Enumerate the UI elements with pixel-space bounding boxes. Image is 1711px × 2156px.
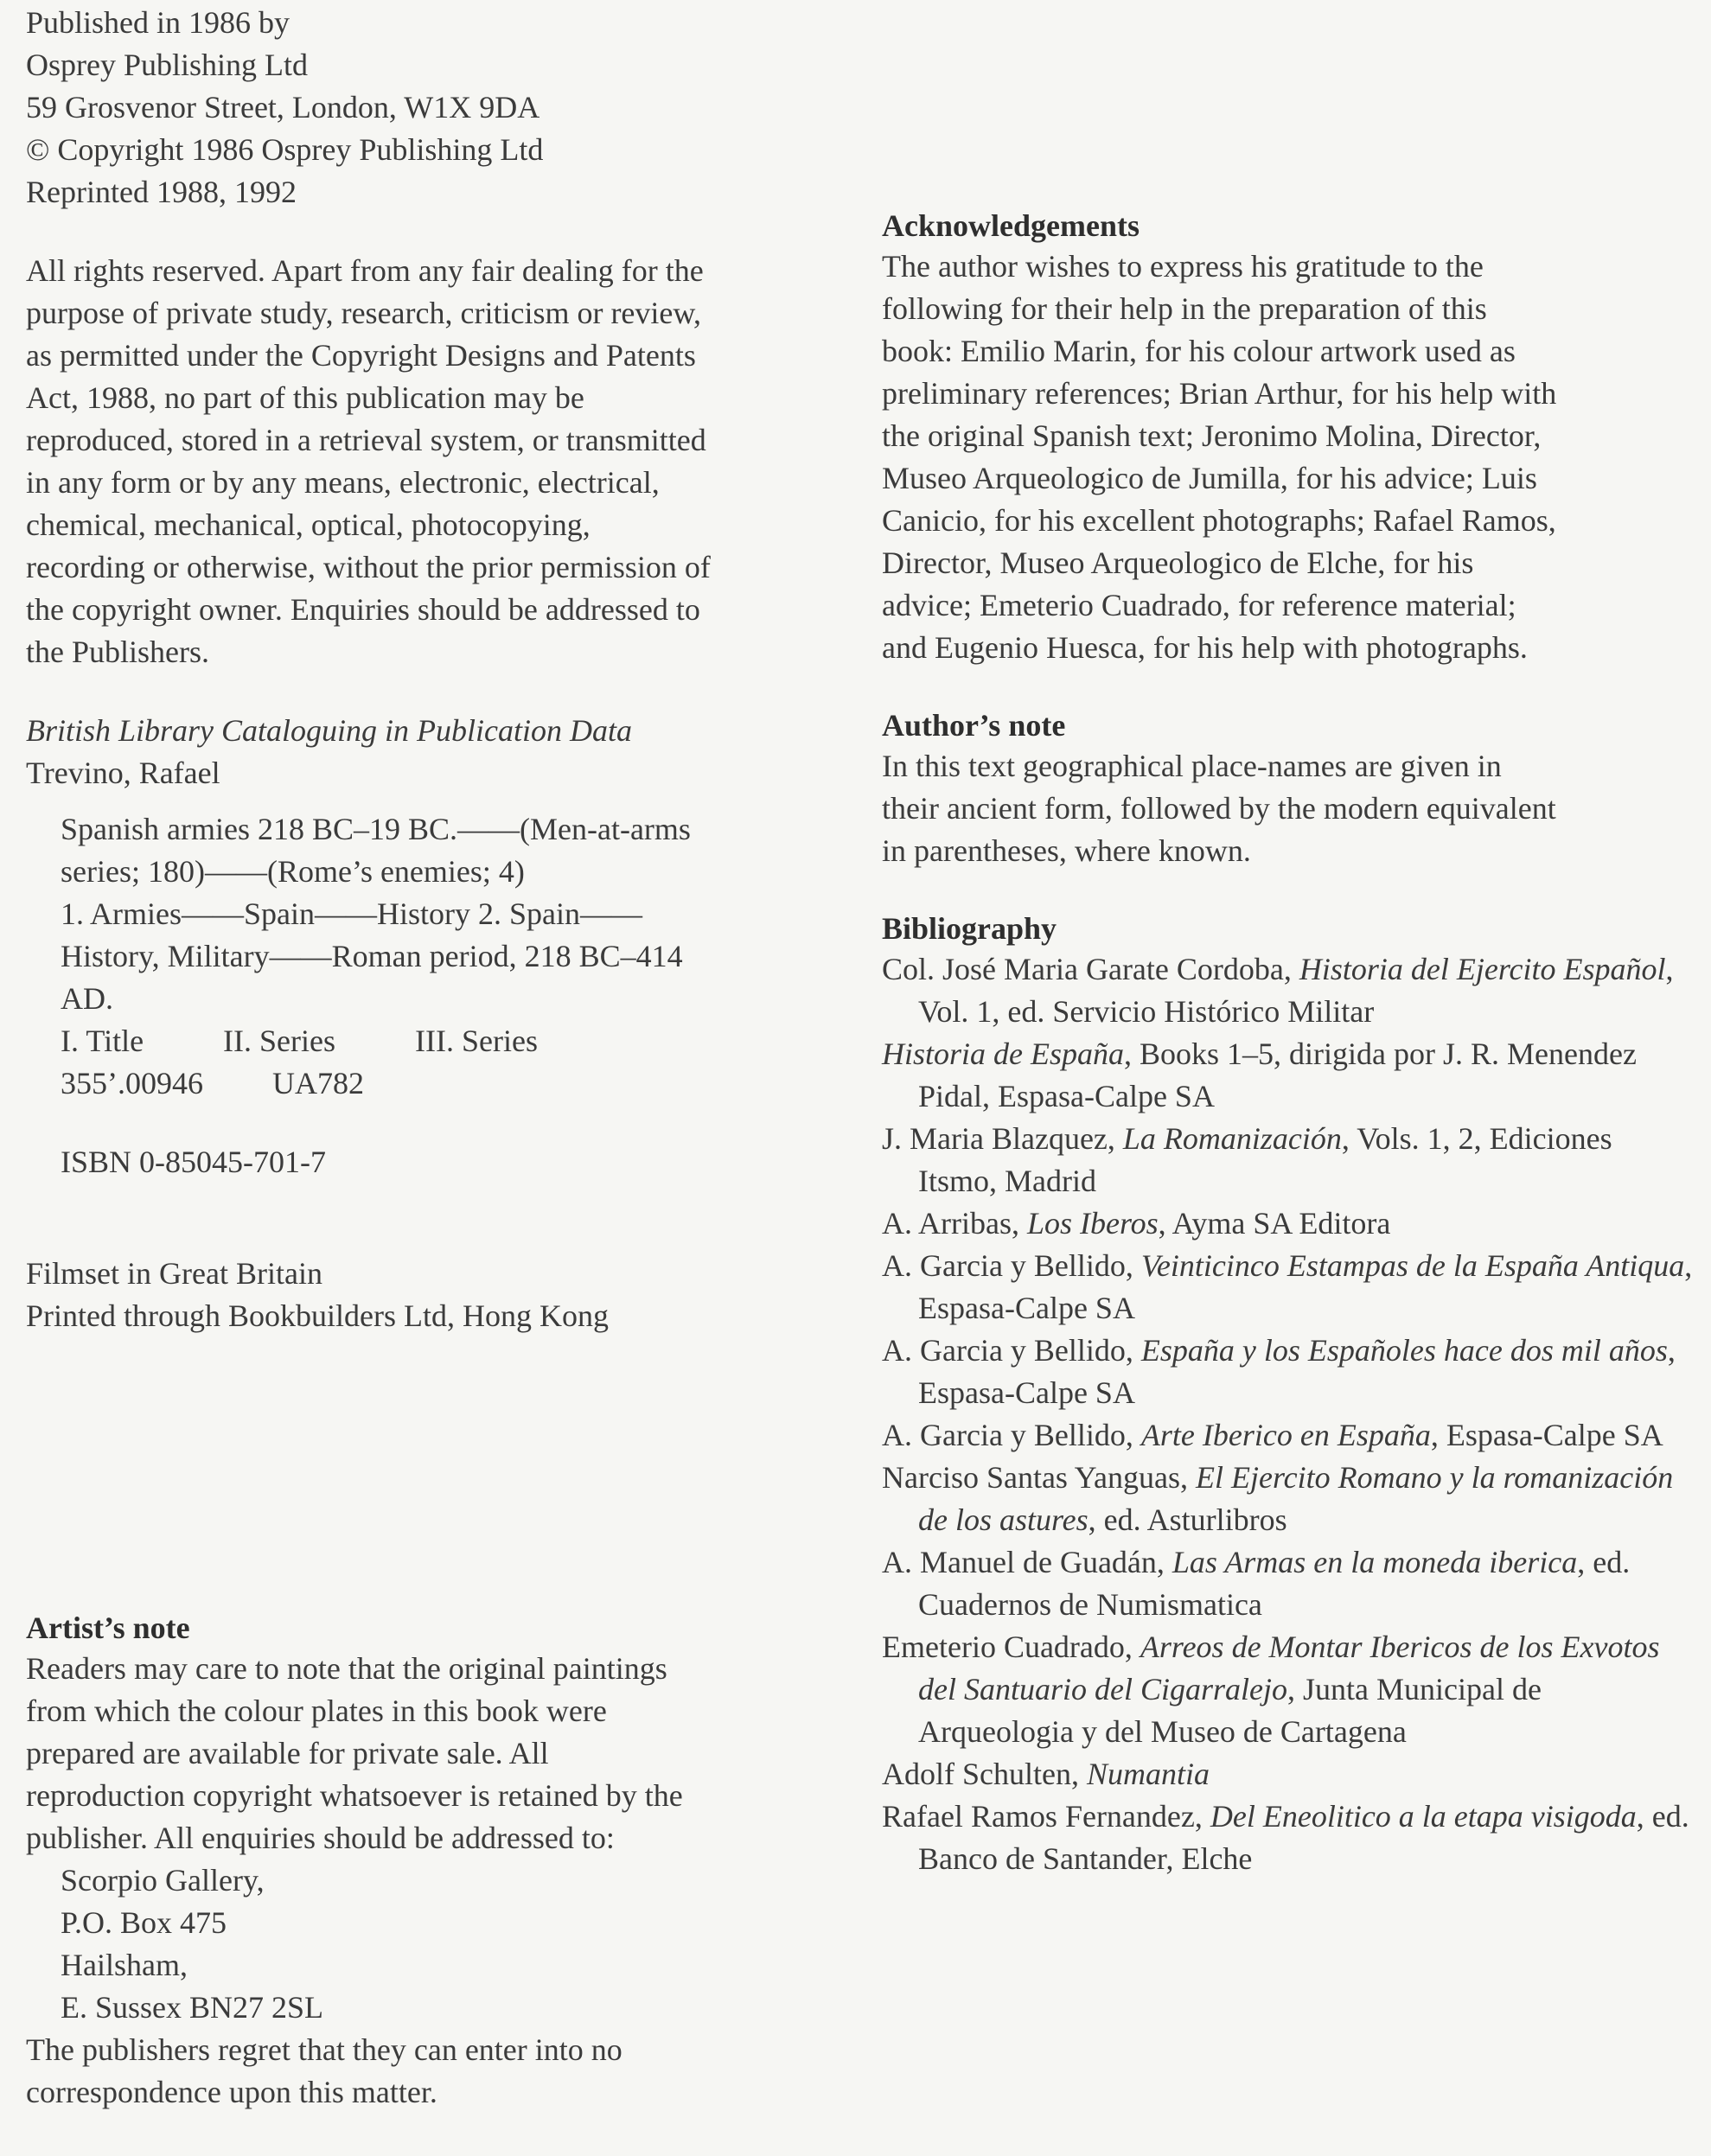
bibliography-publication: , Junta Municipal de Arqueologia y del Museo de Cartagena bbox=[918, 1672, 1542, 1749]
bibliography-title: Arreos de Montar Ibericos de los Exvotos del Santuario del Cigarralejo bbox=[918, 1630, 1660, 1706]
acknowledgements-line: following for their help in the preparation of this bbox=[882, 291, 1487, 326]
acknowledgements bbox=[882, 206, 1695, 669]
bibliography-author: Adolf Schulten, bbox=[882, 1757, 1087, 1791]
bibliography-title: La Romanización bbox=[1122, 1121, 1342, 1156]
acknowledgements-line: the original Spanish text; Jeronimo Molina, Director, bbox=[882, 418, 1542, 453]
imprint-block bbox=[26, 2, 847, 214]
bibliography-title: Arte Iberico en España bbox=[1140, 1418, 1431, 1452]
authors-note-line: in parentheses, where known. bbox=[882, 833, 1251, 868]
acknowledgements-heading: Acknowledgements bbox=[882, 208, 1140, 243]
isbn: ISBN 0-85045-701-7 bbox=[61, 1145, 326, 1179]
acknowledgements-line: book: Emilio Marin, for his colour artwork used as bbox=[882, 334, 1516, 368]
imprint-line: Osprey Publishing Ltd bbox=[26, 48, 309, 82]
bibliography-entry bbox=[882, 1541, 1695, 1626]
artists-note-body bbox=[26, 1648, 847, 2114]
authors-note bbox=[882, 705, 1695, 872]
cip-line: 1. Armies——Spain——History 2. Spain—— bbox=[61, 896, 642, 931]
acknowledgements-line: The author wishes to express his gratitude to the bbox=[882, 249, 1484, 284]
bibliography-title: El Ejercito Romano y la romanización de los astures bbox=[918, 1460, 1674, 1537]
right-column bbox=[882, 0, 1695, 1880]
artists-note-line: from which the colour plates in this book were bbox=[26, 1694, 607, 1728]
authors-note-body bbox=[882, 745, 1695, 872]
bibliography-author: Emeterio Cuadrado, bbox=[882, 1630, 1140, 1664]
left-column bbox=[26, 0, 847, 2109]
printing-line: Filmset in Great Britain bbox=[26, 1256, 322, 1291]
bibliography-heading: Bibliography bbox=[882, 911, 1057, 946]
bibliography-publication: , Espasa-Calpe SA bbox=[918, 1248, 1693, 1325]
bibliography-title: Veinticinco Estampas de la España Antiqua bbox=[1140, 1248, 1685, 1283]
bibliography-entry bbox=[882, 1753, 1695, 1796]
bibliography-publication: , Espasa-Calpe SA bbox=[1430, 1418, 1663, 1452]
cip-line: AD. bbox=[61, 981, 113, 1016]
bibliography-author: Rafael Ramos Fernandez, bbox=[882, 1799, 1210, 1834]
bibliography-author: A. Arribas, bbox=[882, 1206, 1027, 1241]
rights-line: the Publishers. bbox=[26, 635, 209, 669]
cip-class-number: UA782 bbox=[272, 1066, 364, 1100]
cip-line: History, Military——Roman period, 218 BC–414 bbox=[61, 939, 683, 973]
bibliography-publication: , Vols. 1, 2, Ediciones Itsmo, Madrid bbox=[918, 1121, 1612, 1198]
cip-author: Trevino, Rafael bbox=[26, 756, 220, 790]
bibliography-author: Col. José Maria Garate Cordoba, bbox=[882, 952, 1299, 986]
printing-line: Printed through Bookbuilders Ltd, Hong Kong bbox=[26, 1298, 609, 1333]
rights-line: Act, 1988, no part of this publication may be bbox=[26, 380, 584, 415]
cip-line: series; 180)——(Rome’s enemies; 4) bbox=[61, 854, 525, 889]
bibliography-entry bbox=[882, 1626, 1695, 1753]
artists-note bbox=[26, 1608, 847, 2114]
cip-details bbox=[26, 808, 847, 1183]
artists-note-line: publisher. All enquiries should be addressed to: bbox=[26, 1821, 615, 1855]
cip-class-number: 355’.00946 bbox=[61, 1066, 203, 1100]
imprint-line: Published in 1986 by bbox=[26, 5, 290, 40]
bibliography-title: Los Iberos bbox=[1026, 1206, 1159, 1241]
cip-class: I. Title bbox=[61, 1024, 144, 1058]
bibliography-entry bbox=[882, 1796, 1695, 1880]
authors-note-line: their ancient form, followed by the modern equivalent bbox=[882, 791, 1556, 826]
bibliography-title: Del Eneolitico a la etapa visigoda bbox=[1210, 1799, 1637, 1834]
acknowledgements-line: advice; Emeterio Cuadrado, for reference material; bbox=[882, 588, 1516, 622]
artists-note-line: reproduction copyright whatsoever is retained by the bbox=[26, 1778, 683, 1813]
bibliography-entry bbox=[882, 1330, 1695, 1414]
rights-line: All rights reserved. Apart from any fair dealing for the bbox=[26, 253, 704, 288]
bibliography-entry bbox=[882, 1033, 1695, 1118]
bibliography-entry bbox=[882, 948, 1695, 1033]
printing-block bbox=[26, 1253, 847, 1337]
bibliography-title: España y los Españoles hace dos mil años bbox=[1140, 1333, 1668, 1368]
cip-data-block bbox=[26, 710, 847, 1183]
bibliography-title: Historia del Ejercito Español bbox=[1299, 952, 1666, 986]
bibliography-entry bbox=[882, 1118, 1695, 1202]
bibliography-entry bbox=[882, 1202, 1695, 1245]
acknowledgements-line: Canicio, for his excellent photographs; Rafael Ramos, bbox=[882, 503, 1556, 538]
bibliography-author: A. Manuel de Guadán, bbox=[882, 1545, 1172, 1579]
imprint-line: © Copyright 1986 Osprey Publishing Ltd bbox=[26, 132, 544, 167]
artists-note-closing: correspondence upon this matter. bbox=[26, 2075, 437, 2109]
address-line: E. Sussex BN27 2SL bbox=[61, 1990, 324, 2025]
artists-note-line: Readers may care to note that the original paintings bbox=[26, 1651, 667, 1686]
bibliography-entry bbox=[882, 1457, 1695, 1541]
rights-line: in any form or by any means, electronic, electrical, bbox=[26, 465, 660, 500]
bibliography-title: Numantia bbox=[1086, 1757, 1210, 1791]
bibliography-publication: , ed. Asturlibros bbox=[1088, 1502, 1287, 1537]
rights-line: the copyright owner. Enquiries should be addressed to bbox=[26, 592, 700, 627]
bibliography-author: A. Garcia y Bellido, bbox=[882, 1333, 1141, 1368]
cip-heading: British Library Cataloguing in Publication Data bbox=[26, 713, 633, 748]
bibliography bbox=[882, 909, 1695, 1880]
cip-classes bbox=[61, 1020, 847, 1062]
acknowledgements-line: preliminary references; Brian Arthur, for his help with bbox=[882, 376, 1557, 411]
rights-line: purpose of private study, research, criticism or review, bbox=[26, 296, 702, 330]
authors-note-line: In this text geographical place-names are given in bbox=[882, 749, 1502, 783]
address-line: P.O. Box 475 bbox=[61, 1905, 227, 1940]
authors-note-heading: Author’s note bbox=[882, 708, 1066, 743]
rights-paragraph bbox=[26, 250, 847, 673]
address-line: Hailsham, bbox=[61, 1948, 188, 1982]
bibliography-publication: , ed. Cuadernos de Numismatica bbox=[918, 1545, 1631, 1622]
imprint-line: 59 Grosvenor Street, London, W1X 9DA bbox=[26, 90, 540, 124]
rights-line: chemical, mechanical, optical, photocopying, bbox=[26, 507, 591, 542]
bibliography-publication: , Espasa-Calpe SA bbox=[918, 1333, 1676, 1410]
cip-class: III. Series bbox=[415, 1024, 538, 1058]
imprint-line: Reprinted 1988, 1992 bbox=[26, 175, 297, 209]
bibliography-author: Narciso Santas Yanguas, bbox=[882, 1460, 1196, 1495]
rights-line: recording or otherwise, without the prior permission of bbox=[26, 550, 711, 584]
acknowledgements-line: Museo Arqueologico de Jumilla, for his advice; Luis bbox=[882, 461, 1537, 495]
acknowledgements-line: Director, Museo Arqueologico de Elche, for his bbox=[882, 545, 1474, 580]
bibliography-publication: , Ayma SA Editora bbox=[1158, 1206, 1391, 1241]
bibliography-author: J. Maria Blazquez, bbox=[882, 1121, 1123, 1156]
cip-class-numbers bbox=[61, 1062, 847, 1105]
artists-note-closing: The publishers regret that they can enter into no bbox=[26, 2032, 622, 2067]
cip-class: II. Series bbox=[223, 1024, 336, 1058]
artists-note-line: prepared are available for private sale. All bbox=[26, 1736, 549, 1770]
bibliography-publication: , Vol. 1, ed. Servicio Histórico Militar bbox=[918, 952, 1674, 1029]
bibliography-entry bbox=[882, 1245, 1695, 1330]
bibliography-title: Historia de España bbox=[882, 1037, 1125, 1071]
bibliography-entry bbox=[882, 1414, 1695, 1457]
bibliography-author: A. Garcia y Bellido, bbox=[882, 1248, 1141, 1283]
bibliography-list bbox=[882, 948, 1695, 1880]
bibliography-author: A. Garcia y Bellido, bbox=[882, 1418, 1141, 1452]
bibliography-publication: , ed. Banco de Santander, Elche bbox=[918, 1799, 1689, 1876]
rights-line: reproduced, stored in a retrieval system, or transmitted bbox=[26, 423, 706, 457]
address-line: Scorpio Gallery, bbox=[61, 1863, 265, 1898]
bibliography-title: Las Armas en la moneda iberica bbox=[1172, 1545, 1578, 1579]
bibliography-publication: , Books 1–5, dirigida por J. R. Menendez Pidal, Espasa-Calpe SA bbox=[918, 1037, 1637, 1113]
artists-note-heading: Artist’s note bbox=[26, 1611, 190, 1645]
acknowledgements-line: and Eugenio Huesca, for his help with photographs. bbox=[882, 630, 1528, 665]
acknowledgements-body bbox=[882, 246, 1695, 669]
rights-line: as permitted under the Copyright Designs and Patents bbox=[26, 338, 696, 373]
cip-line: Spanish armies 218 BC–19 BC.——(Men-at-arms bbox=[61, 812, 691, 846]
